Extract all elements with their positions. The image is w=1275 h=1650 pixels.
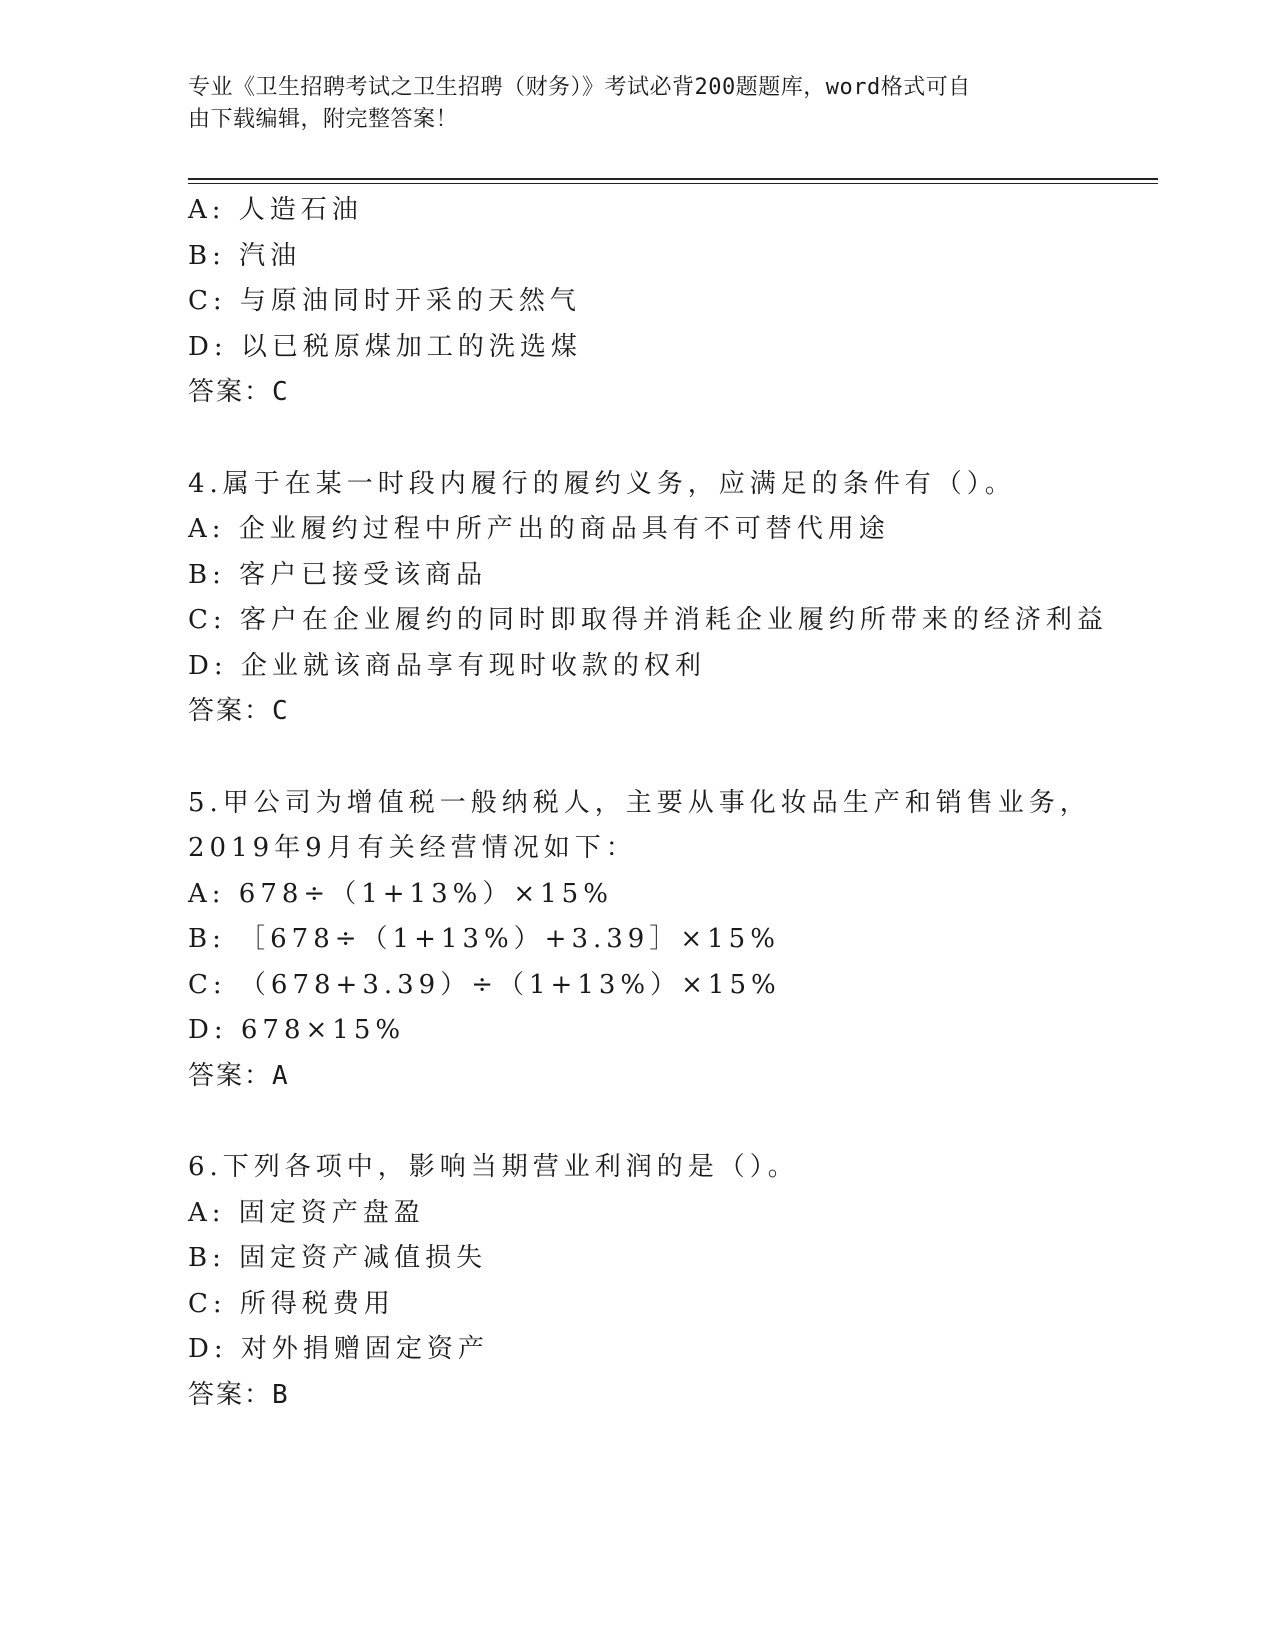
option-d: D: 对外捐赠固定资产 (188, 1334, 489, 1364)
option-b: B: 固定资产减值损失 (188, 1243, 488, 1273)
option-a: A: 人造石油 (188, 195, 363, 225)
header-line-1: 专业《卫生招聘考试之卫生招聘（财务）》考试必背200题题库，word格式可自 (188, 75, 971, 100)
answer-line: 答案：A (188, 1060, 290, 1091)
header-divider-thin (188, 183, 1158, 184)
question-block-3 (188, 188, 1148, 416)
answer-line: 答案：B (188, 1379, 290, 1410)
option-c: C: 客户在企业履约的同时即取得并消耗企业履约所带来的经济利益 (188, 605, 1108, 635)
question-block-4 (188, 462, 1148, 735)
question-text-line-1: 5.甲公司为增值税一般纳税人，主要从事化妆品生产和销售业务， (188, 787, 1091, 818)
option-b: B: ［678÷（1+13%）+3.39］×15% (188, 924, 780, 954)
document-header (188, 72, 1088, 136)
question-block-6 (188, 1145, 1148, 1418)
answer-line: 答案：C (188, 377, 290, 407)
option-a: A: 企业履约过程中所产出的商品具有不可替代用途 (188, 514, 890, 544)
option-c: C: 与原油同时开采的天然气 (188, 286, 581, 316)
question-text-line-2: 2019年9月有关经营情况如下： (188, 833, 637, 863)
question-text: 4.属于在某一时段内履行的履约义务，应满足的条件有（）。 (188, 468, 1016, 499)
header-line-2: 由下载编辑，附完整答案！ (188, 107, 459, 132)
option-a: A: 678÷（1+13%）×15% (188, 878, 613, 909)
option-d: D: 企业就该商品享有现时收款的权利 (188, 650, 706, 681)
header-divider-thick (188, 178, 1158, 180)
option-b: B: 汽油 (188, 240, 302, 271)
spacer (188, 416, 1148, 462)
spacer (188, 1099, 1148, 1145)
option-a: A: 固定资产盘盈 (188, 1197, 425, 1228)
option-d: D: 以已税原煤加工的洗选煤 (188, 331, 582, 362)
option-b: B: 客户已接受该商品 (188, 559, 488, 590)
spacer (188, 735, 1148, 781)
option-d: D: 678×15% (188, 1015, 406, 1045)
option-c: C: 所得税费用 (188, 1288, 395, 1319)
question-list (188, 188, 1148, 1418)
option-c: C: （678+3.39）÷（1+13%）×15% (188, 969, 781, 1000)
question-block-5 (188, 781, 1148, 1100)
answer-line: 答案：C (188, 696, 290, 726)
question-text: 6.下列各项中，影响当期营业利润的是（）。 (188, 1152, 799, 1182)
